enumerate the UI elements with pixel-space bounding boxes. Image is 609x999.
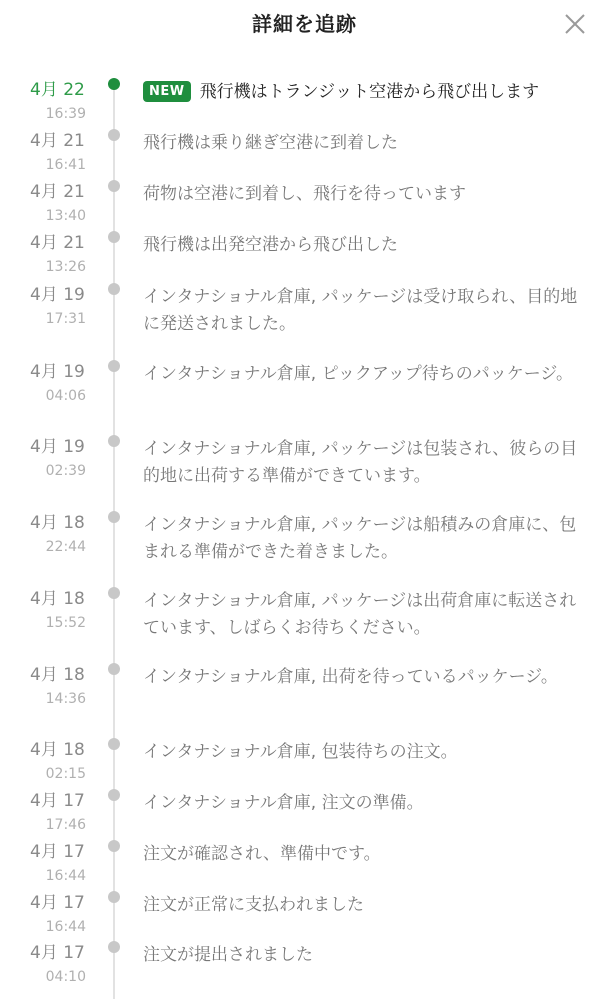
timeline-dot bbox=[108, 360, 120, 372]
timeline-dot bbox=[108, 129, 120, 141]
timeline-dot bbox=[108, 511, 120, 523]
timeline-dot bbox=[108, 840, 120, 852]
timeline-dot bbox=[108, 180, 120, 192]
event-date: 4月 19 bbox=[30, 362, 85, 382]
event-description: インタナショナル倉庫, パッケージは船積みの倉庫に、包まれる準備ができた着きました。 bbox=[143, 515, 577, 562]
close-icon bbox=[563, 12, 587, 36]
event-description: インタナショナル倉庫, パッケージは出荷倉庫に転送されています、しばらくお待ちください。 bbox=[143, 591, 577, 638]
event-date: 4月 17 bbox=[30, 943, 85, 963]
new-badge: NEW bbox=[143, 81, 191, 102]
event-description: インタナショナル倉庫, ピックアップ待ちのパッケージ。 bbox=[143, 364, 574, 384]
timeline-dot bbox=[108, 789, 120, 801]
page-title: 詳細を追跡 bbox=[252, 12, 357, 36]
event-description: 飛行機は出発空港から飛び出した bbox=[143, 235, 398, 255]
event-date: 4月 19 bbox=[30, 437, 85, 457]
timeline-dot bbox=[108, 738, 120, 750]
event-description: 注文が確認され、準備中です。 bbox=[143, 844, 381, 864]
event-date: 4月 18 bbox=[30, 740, 85, 760]
event-description: インタナショナル倉庫, 出荷を待っているパッケージ。 bbox=[143, 667, 558, 687]
event-description: インタナショナル倉庫, 包装待ちの注文。 bbox=[143, 742, 458, 762]
event-time: 13:40 bbox=[45, 208, 86, 224]
timeline-dot bbox=[108, 435, 120, 447]
event-time: 14:36 bbox=[45, 691, 86, 707]
event-time: 02:15 bbox=[45, 766, 86, 782]
event-time: 15:52 bbox=[45, 615, 86, 631]
event-description: インタナショナル倉庫, パッケージは受け取られ、目的地に発送されました。 bbox=[143, 287, 578, 334]
event-description: 注文が提出されました bbox=[143, 945, 313, 965]
event-date: 4月 21 bbox=[30, 182, 85, 202]
event-time: 04:10 bbox=[45, 969, 86, 985]
event-time: 17:46 bbox=[45, 817, 86, 833]
event-date: 4月 22 bbox=[30, 80, 85, 100]
event-time: 16:44 bbox=[45, 868, 86, 884]
timeline-dot bbox=[108, 283, 120, 295]
timeline-dot bbox=[108, 663, 120, 675]
event-text: 飛行機はトランジット空港から飛び出します bbox=[199, 82, 540, 102]
close-button[interactable] bbox=[563, 12, 587, 36]
timeline-dot bbox=[108, 231, 120, 243]
event-date: 4月 18 bbox=[30, 589, 85, 609]
timeline-dot bbox=[108, 941, 120, 953]
timeline-dot-current bbox=[108, 78, 120, 90]
header bbox=[0, 0, 609, 44]
event-date: 4月 19 bbox=[30, 285, 85, 305]
event-time: 16:41 bbox=[45, 157, 86, 173]
event-date: 4月 21 bbox=[30, 233, 85, 253]
timeline-dot bbox=[108, 891, 120, 903]
event-time: 02:39 bbox=[45, 463, 86, 479]
event-time: 22:44 bbox=[45, 539, 86, 555]
timeline-dot bbox=[108, 587, 120, 599]
event-time: 16:39 bbox=[45, 106, 86, 122]
event-description bbox=[143, 79, 588, 106]
event-date: 4月 18 bbox=[30, 665, 85, 685]
event-description: インタナショナル倉庫, 注文の準備。 bbox=[143, 793, 424, 813]
event-time: 16:44 bbox=[45, 919, 86, 935]
event-description: インタナショナル倉庫, パッケージは包装され、彼らの目的地に出荷する準備ができています。 bbox=[143, 439, 578, 486]
timeline-line bbox=[113, 84, 115, 999]
event-description: 飛行機は乗り継ぎ空港に到着した bbox=[143, 133, 398, 153]
event-description: 荷物は空港に到着し、飛行を待っています bbox=[143, 184, 466, 204]
event-description: 注文が正常に支払われました bbox=[143, 895, 364, 915]
event-date: 4月 18 bbox=[30, 513, 85, 533]
event-time: 04:06 bbox=[45, 388, 86, 404]
event-date: 4月 17 bbox=[30, 893, 85, 913]
event-date: 4月 21 bbox=[30, 131, 85, 151]
event-date: 4月 17 bbox=[30, 791, 85, 811]
event-time: 17:31 bbox=[45, 311, 86, 327]
event-time: 13:26 bbox=[45, 259, 86, 275]
event-date: 4月 17 bbox=[30, 842, 85, 862]
